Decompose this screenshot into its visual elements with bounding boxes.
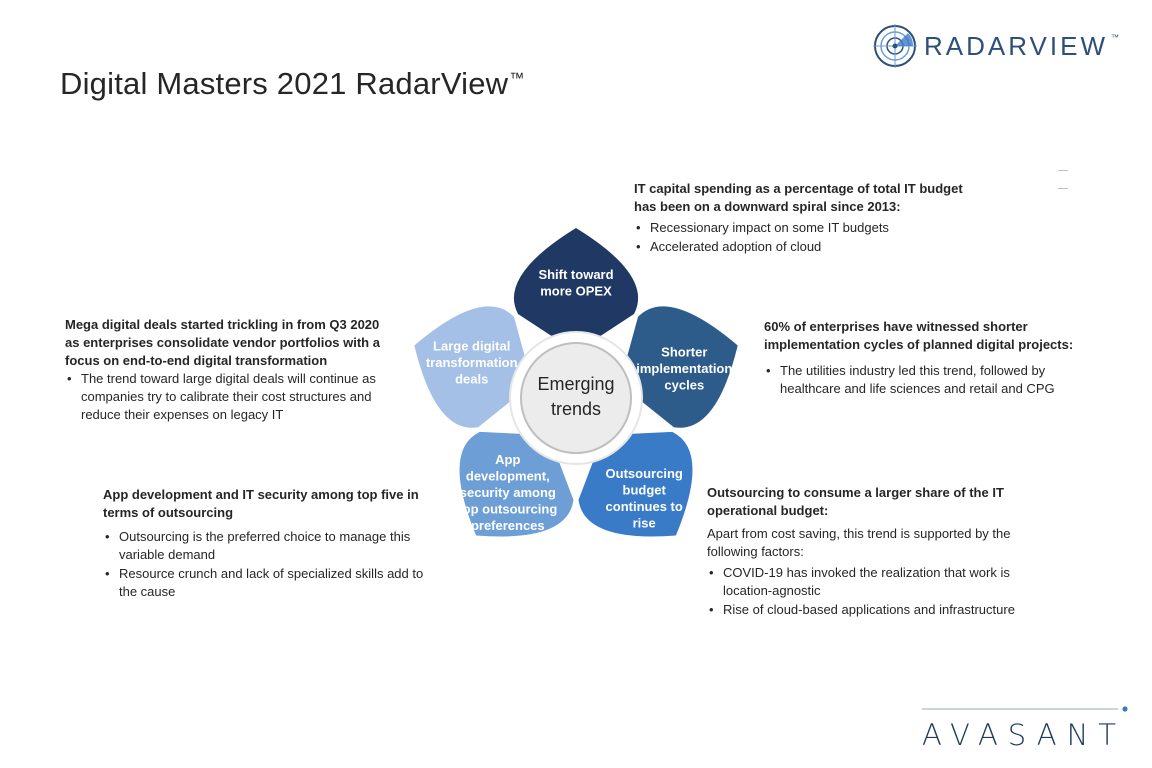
petal-5-label-line-1: Large digital [433,338,511,354]
cycles-bullets [764,362,1084,398]
page-title-text: Digital Masters 2021 RadarView [60,66,509,101]
petal-3-label-line-3: continues to [605,499,683,515]
cycles-bullet-1: • The utilities industry led this trend, followed by healthcare and life sciences and retail and CPG [764,362,1084,398]
petal-2-label-line-1: Shorter [661,344,708,360]
budget-heading: Outsourcing to consume a larger share of the IT operational budget: [707,485,1004,518]
petal-5-label-line-2: transformation [425,355,518,371]
budget-bullet-2: • Rise of cloud-based applications and infrastructure [707,601,1047,619]
petal-2-label-line-3: cycles [664,377,705,393]
opex-block [634,180,979,257]
petal-2-label-line-2: implementation [636,361,733,377]
cycles-heading: 60% of enterprises have witnessed shorter implementation cycles of planned digital projects: [764,319,1074,352]
petal-4-label-line-2: development, [465,468,550,484]
budget-bullets [707,564,1047,619]
petal-3-label-line-1: Outsourcing [605,466,683,482]
avasant-logo [918,704,1134,752]
petal-4-label-line-5: preferences [470,517,545,533]
appdev-block [103,486,443,602]
petal-4-label-line-3: security among [459,484,556,500]
appdev-bullet-1: • Outsourcing is the preferred choice to manage this variable demand [103,528,443,564]
avasant-underline [918,704,1134,714]
petal-1-label-line-2: more OPEX [540,283,612,299]
center-label-line-1: Emerging [537,374,615,394]
appdev-bullets [103,528,443,601]
cycles-block [764,318,1084,399]
radarview-wordmark-text: RADARVIEW [924,31,1108,61]
radarview-trademark: ™ [1111,33,1119,42]
trademark-mark: ™ [509,69,525,87]
petal-4-label-line-1: App [495,451,521,467]
avasant-wordmark: AVASANT [922,718,1126,752]
budget-block [707,484,1047,620]
petal-4-label-line-4: top outsourcing [458,501,558,517]
deals-heading: Mega digital deals started trickling in from Q3 2020 as enterprises consolidate vendor portfolios with a focus on end-to-end digital transformation [65,317,380,368]
appdev-bullet-2: • Resource crunch and lack of specialized skills add to the cause [103,565,443,601]
petal-3-label-line-4: rise [632,515,656,531]
center-circle [521,343,631,453]
opex-heading: IT capital spending as a percentage of total IT budget has been on a downward spiral since 2013: [634,181,963,214]
deals-bullets [65,370,390,424]
budget-bullet-1: • COVID-19 has invoked the realization that work is location-agnostic [707,564,1047,600]
deals-block [65,316,390,425]
petal-1-label-line-1: Shift toward [538,266,614,282]
center-label-line-2: trends [550,399,602,419]
opex-bullet-2: • Accelerated adoption of cloud [634,238,979,256]
opex-bullet-1: • Recessionary impact on some IT budgets [634,219,979,237]
petal-3-label-line-2: budget [622,482,666,498]
appdev-heading: App development and IT security among top five in terms of outsourcing [103,487,419,520]
opex-bullets [634,219,979,256]
deals-bullet-1: • The trend toward large digital deals will continue as companies try to calibrate their cost structures and reduce their expenses on legacy IT [65,370,390,424]
budget-paragraph: Apart from cost saving, this trend is supported by the following factors: [707,526,1011,559]
petal-5-label-line-3: deals [455,371,489,387]
